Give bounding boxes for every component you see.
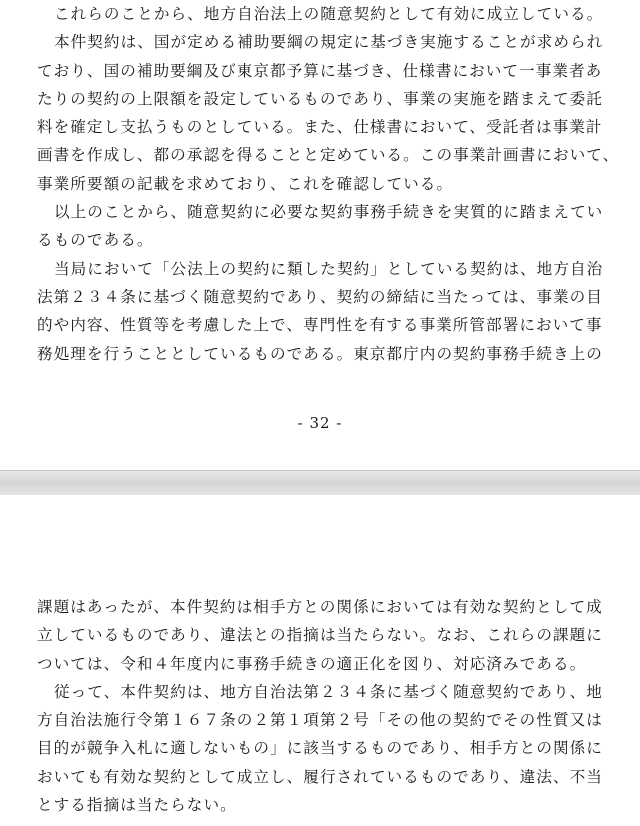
text-line: 従って、本件契約は、地方自治法第２３４条に基づく随意契約であり、地: [54, 682, 603, 701]
text-line: 課題はあったが、本件契約は相手方との関係においては有効な契約として成: [37, 598, 603, 616]
page-separator: [0, 470, 640, 497]
document-page-lower: [0, 495, 640, 826]
text-line: 目的が競争入札に適しないもの」に該当するものであり、相手方との関係に: [37, 739, 603, 758]
text-line: ており、国の補助要綱及び東京都予算に基づき、仕様書において一事業者あ: [37, 61, 603, 80]
text-line: 当局において「公法上の契約に類した契約」としている契約は、地方自治: [54, 259, 604, 278]
text-line: 事業所要額の記載を求めており、これを確認している。: [37, 174, 454, 193]
text-line: とする指摘は当たらない。: [37, 796, 237, 815]
text-line: 法第２３４条に基づく随意契約であり、契約の締結に当たっては、事業の目: [37, 287, 603, 306]
text-line: たりの契約の上限額を設定しているものであり、事業の実施を踏まえて委託: [37, 89, 603, 108]
page-number: - 32 -: [297, 414, 343, 432]
text-line: 本件契約は、国が定める補助要綱の規定に基づき実施することが求められ: [54, 33, 604, 52]
text-line: るものである。: [37, 231, 154, 250]
text-line: ついては、令和４年度内に事務手続きの適正化を図り、対応済みである。: [37, 654, 587, 673]
text-line: 方自治法施行令第１６７条の２第１項第２号「その他の契約でその性質又は: [37, 711, 603, 730]
text-line: 立しているものであり、違法との指摘は当たらない。なお、これらの課題に: [37, 626, 603, 645]
text-line: これらのことから、地方自治法上の随意契約として有効に成立している。: [54, 5, 604, 23]
page-body-text: [37, 0, 620, 368]
text-line: 画書を作成し、都の承認を得ることと定めている。この事業計画書において、: [37, 146, 620, 165]
text-line: 的や内容、性質等を考慮した上で、専門性を有する事業所管部署において事: [37, 316, 603, 335]
page-body-text: [37, 593, 607, 819]
text-line: 以上のことから、随意契約に必要な契約事務手続きを実質的に踏まえてい: [54, 203, 604, 222]
text-line: 務処理を行うこととしているものである。東京都庁内の契約事務手続き上の: [37, 344, 603, 363]
text-line: 料を確定し支払うものとしている。また、仕様書において、受託者は事業計: [37, 118, 603, 137]
text-line: おいても有効な契約として成立し、履行されているものであり、違法、不当: [37, 767, 603, 786]
